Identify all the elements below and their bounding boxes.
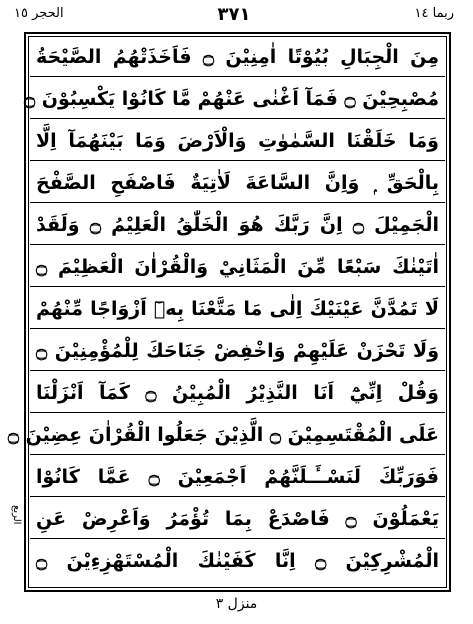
verse-line: عَلَى الْمُقْتَسِمِيْنَ ۝ الَّذِيْنَ جَعَلُوا الْقُرْاٰنَ عِضِيْنَ ۝	[30, 416, 445, 455]
verse-line: وَمَا خَلَقْنَا السَّمٰوٰتِ وَالْاَرْضَ وَمَا بَيْنَهُمَآ اِلَّا	[30, 122, 445, 161]
verse-line: مِنَ الْجِبَالِ بُيُوْتًا اٰمِنِيْنَ ۝ فَاَخَذَتْهُمُ الصَّيْحَةُ	[30, 38, 445, 77]
verse-line: مُصْبِحِيْنَ ۝ فَمَآ اَغْنٰى عَنْهُمْ مَّا كَانُوْا يَكْسِبُوْنَ ۝	[30, 80, 445, 119]
rub-margin-note: الربع	[11, 505, 22, 525]
verse-line: يَعْمَلُوْنَ ۝ فَاصْدَعْ بِمَا تُؤْمَرُ وَاَعْرِضْ عَنِ	[30, 500, 445, 539]
verse-line: وَلَا تَحْزَنْ عَلَيْهِمْ وَاخْفِضْ جَنَاحَكَ لِلْمُؤْمِنِيْنَ ۝	[30, 332, 445, 371]
page-number: ٣٧١	[217, 4, 251, 25]
page-header	[14, 4, 454, 30]
verse-line: وَقُلْ اِنِّيْٓ اَنَا النَّذِيْرُ الْمُبِيْنُ ۝ كَمَآ اَنْزَلْنَا	[30, 374, 445, 413]
verse-line: الْجَمِيْلَ ۝ اِنَّ رَبَّكَ هُوَ الْخَلّٰقُ الْعَلِيْمُ ۝ وَلَقَدْ	[30, 206, 445, 245]
verse-line: الْمُشْرِكِيْنَ ۝ اِنَّا كَفَيْنٰكَ الْمُسْتَهْزِءِيْنَ ۝	[36, 550, 439, 572]
verse-line: فَوَرَبِّكَ لَنَسْــَٔـلَنَّهُمْ اَجْمَعِيْنَ ۝ عَمَّا كَانُوْا	[30, 458, 445, 497]
surah-name-header: الحجر ١٥	[14, 6, 64, 21]
juz-name-header: ربما ١٤	[414, 6, 454, 21]
manzil-footer: منزل ٣	[215, 596, 258, 612]
verse-line: اٰتَيْنٰكَ سَبْعًا مِّنَ الْمَثَانِيْ وَالْقُرْاٰنَ الْعَظِيْمَ ۝	[30, 248, 445, 287]
verse-line: بِالْحَقِّ ۭ وَاِنَّ السَّاعَةَ لَاٰتِيَةٌ فَاصْفَحِ الصَّفْحَ	[30, 164, 445, 203]
verse-line: لَا تَمُدَّنَّ عَيْنَيْكَ اِلٰى مَا مَتَّعْنَا بِهٖٓ اَزْوَاجًا مِّنْهُمْ	[30, 290, 445, 329]
